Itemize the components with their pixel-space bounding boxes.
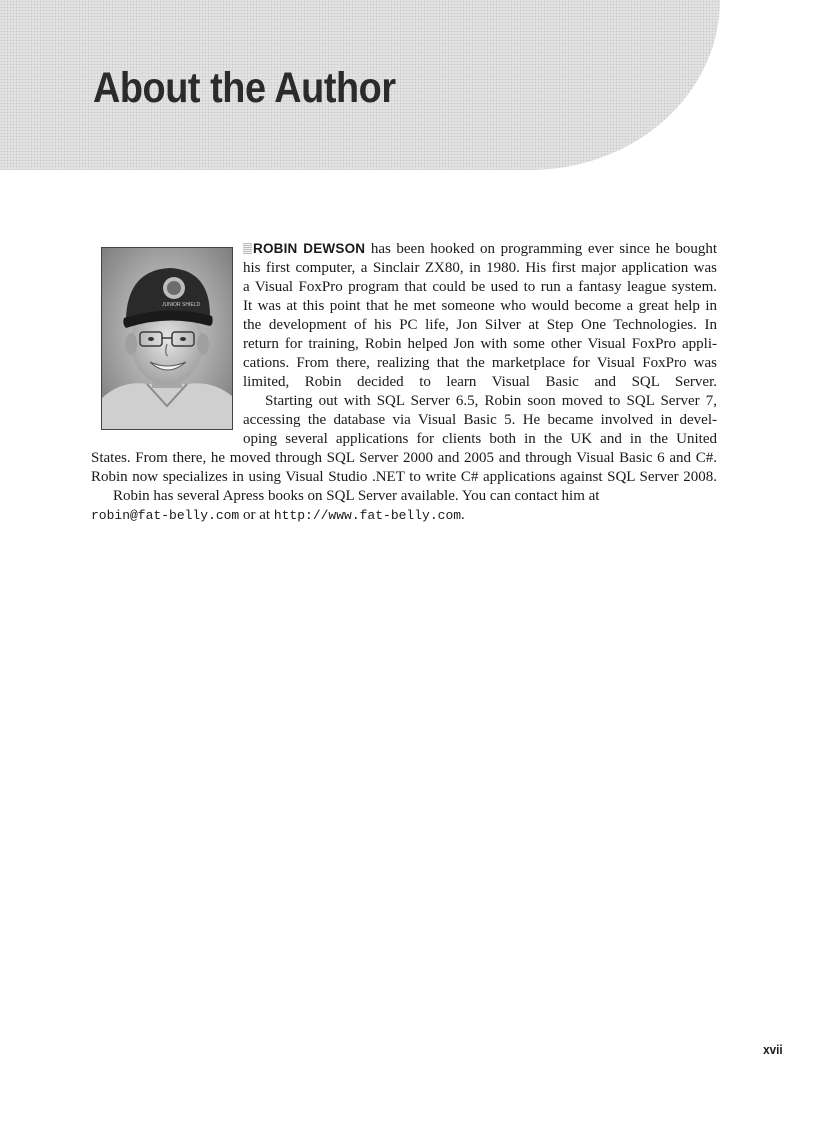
author-bio bbox=[91, 239, 717, 525]
bio-line: States. From there, he moved through SQL Server 2000 and 2005 and through Visual Basic 6 and C#. bbox=[91, 450, 717, 466]
bio-line: his first computer, a Sinclair ZX80, in 1980. His first major application was bbox=[243, 260, 717, 276]
chapter-title: About the Author bbox=[93, 64, 396, 112]
bio-line: the development of his PC life, Jon Silver at Step One Technologies. In bbox=[243, 317, 717, 333]
bio-line: ROBIN DEWSON has been hooked on programming ever since he bought bbox=[243, 239, 717, 259]
author-name: ROBIN DEWSON bbox=[253, 241, 366, 256]
bio-line: Robin has several Apress books on SQL Server available. You can contact him at bbox=[113, 488, 600, 504]
bio-line: cations. From there, realizing that the marketplace for Visual FoxPro was bbox=[243, 355, 717, 371]
website-link[interactable]: http://www.fat-belly.com bbox=[273, 508, 462, 523]
bio-contact-line: robin@fat-belly.com or at http://www.fat-belly.com. bbox=[91, 507, 465, 523]
chapter-header-band bbox=[0, 0, 720, 170]
bio-line: accessing the database via Visual Basic 5. He became involved in devel- bbox=[243, 412, 717, 428]
page-number: xvii bbox=[763, 1042, 783, 1057]
bio-line: return for training, Robin helped Jon with some other Visual FoxPro appli- bbox=[243, 336, 717, 352]
bio-line: Robin now specializes in using Visual Studio .NET to write C# applications against SQL Server 2008. bbox=[91, 469, 717, 485]
bio-line: a Visual FoxPro program that could be used to run a fantasy league system. bbox=[243, 279, 717, 295]
bio-line: limited, Robin decided to learn Visual Basic and SQL Server. bbox=[243, 374, 717, 390]
bio-line: It was at this point that he met someone who would become a great help in bbox=[243, 298, 717, 314]
cap-text: JUNIOR SHIELD bbox=[162, 302, 201, 308]
email-link[interactable]: robin@fat-belly.com bbox=[91, 508, 240, 523]
bio-line: oping several applications for clients both in the UK and in the United bbox=[243, 431, 717, 447]
bio-line: Starting out with SQL Server 6.5, Robin soon moved to SQL Server 7, bbox=[265, 393, 717, 409]
paragraph-marker-icon bbox=[243, 243, 252, 254]
